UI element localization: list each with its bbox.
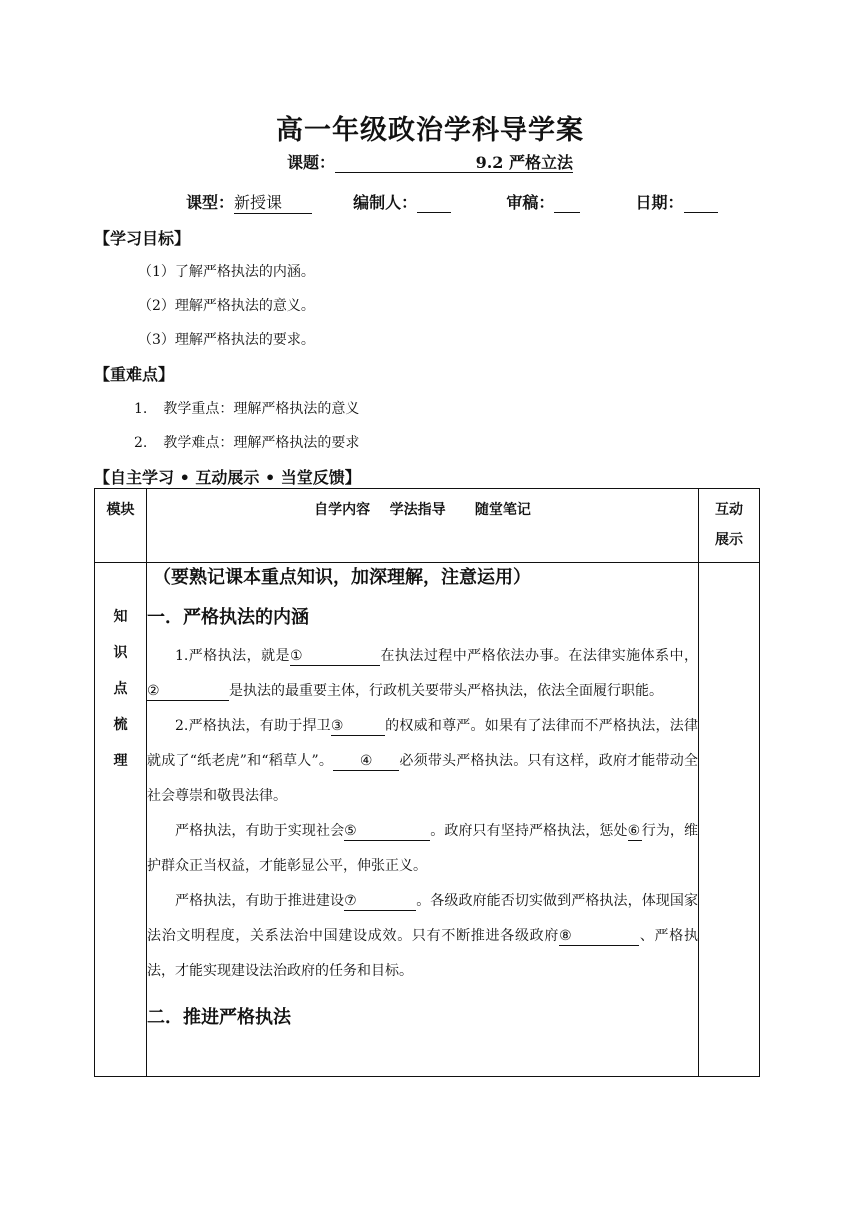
type-label: 课型： <box>186 193 235 212</box>
module-label: 知 识 点 梳 理 <box>113 609 128 769</box>
study-table <box>94 488 760 1077</box>
fill-blank[interactable]: ⑧ <box>559 927 639 946</box>
review-blank <box>554 193 580 213</box>
fill-blank[interactable]: ⑤ <box>344 822 430 841</box>
keypoint-item <box>134 432 359 452</box>
date-label: 日期： <box>635 193 684 212</box>
paragraph: 2.严格执法，有助于捍卫③ 的权威和尊严。如果有了法律而不严格执法，法律就成了“纸老虎”和“稻草人”。 ④ 必须带头严格执法。只有这样，政府才能带动全社会尊崇和敬畏法律。 <box>147 718 699 804</box>
section-title: 一．严格执法的内涵 <box>147 607 309 628</box>
keypoint-item <box>134 398 359 418</box>
lesson-subject <box>0 150 860 173</box>
keypoints-heading: 【重难点】 <box>94 365 175 384</box>
content-header: 自学内容 学法指导 随堂笔记 <box>147 489 699 563</box>
interaction-header <box>699 489 760 563</box>
module-cell <box>95 563 147 1077</box>
objective-item: （3）理解严格执法的要求。 <box>138 332 315 348</box>
objective-item: （1）了解严格执法的内涵。 <box>138 264 315 280</box>
keypoint-text: 教学难点：理解严格执法的要求 <box>163 435 360 451</box>
subject-label: 课题： <box>286 153 335 172</box>
date-blank <box>684 193 718 213</box>
interaction-header-line1: 互动 <box>715 502 743 518</box>
objectives-heading: 【学习目标】 <box>94 229 191 248</box>
keypoint-number: 1. <box>134 401 148 417</box>
objective-item: （2）理解严格执法的意义。 <box>138 298 315 314</box>
study-note: （要熟记课本重点知识，加深理解，注意运用） <box>153 567 531 588</box>
fill-blank[interactable]: ⑦ <box>344 892 416 911</box>
paragraph: 严格执法，有助于推进建设⑦ 。各级政府能否切实做到严格执法，体现国家法治文明程度，关系法治中国建设成效。只有不断推进各级政府⑧ 、严格执法，才能实现建设法治政府的任务和目标。 <box>147 893 698 979</box>
lesson-meta <box>186 190 718 214</box>
module-header: 模块 <box>95 489 147 563</box>
fill-blank[interactable]: ② <box>147 682 229 701</box>
keypoint-text: 教学重点：理解严格执法的意义 <box>163 401 360 417</box>
type-value: 新授课 <box>234 190 312 214</box>
interaction-cell <box>699 563 760 1077</box>
subject-value: 9.2 严格立法 <box>335 154 573 173</box>
interaction-header-line2: 展示 <box>715 532 743 548</box>
fill-blank[interactable]: ① <box>290 647 380 666</box>
fill-blank[interactable]: ③ <box>331 717 385 736</box>
section-title: 二．推进严格执法 <box>147 1007 291 1028</box>
content-cell <box>147 563 699 1077</box>
keypoint-number: 2. <box>134 435 148 451</box>
review-label: 审稿： <box>506 193 555 212</box>
fill-blank[interactable]: ⑥ <box>627 823 641 839</box>
paragraph: 严格执法，有助于实现社会⑤ 。政府只有坚持严格执法，惩处⑥行为，维护群众正当权益，才能彰显公平，伸张正义。 <box>147 823 699 874</box>
page-title: 高一年级政治学科导学案 <box>276 115 584 146</box>
paragraph: 1.严格执法，就是① 在执法过程中严格依法办事。在法律实施体系中，② 是执法的最重要主体，行政机关要带头严格执法，依法全面履行职能。 <box>147 648 699 699</box>
editor-label: 编制人： <box>353 193 418 212</box>
editor-blank <box>417 193 451 213</box>
fill-blank[interactable]: ④ <box>333 752 399 771</box>
study-heading: 【自主学习 • 互动展示 • 当堂反馈】 <box>94 468 361 487</box>
